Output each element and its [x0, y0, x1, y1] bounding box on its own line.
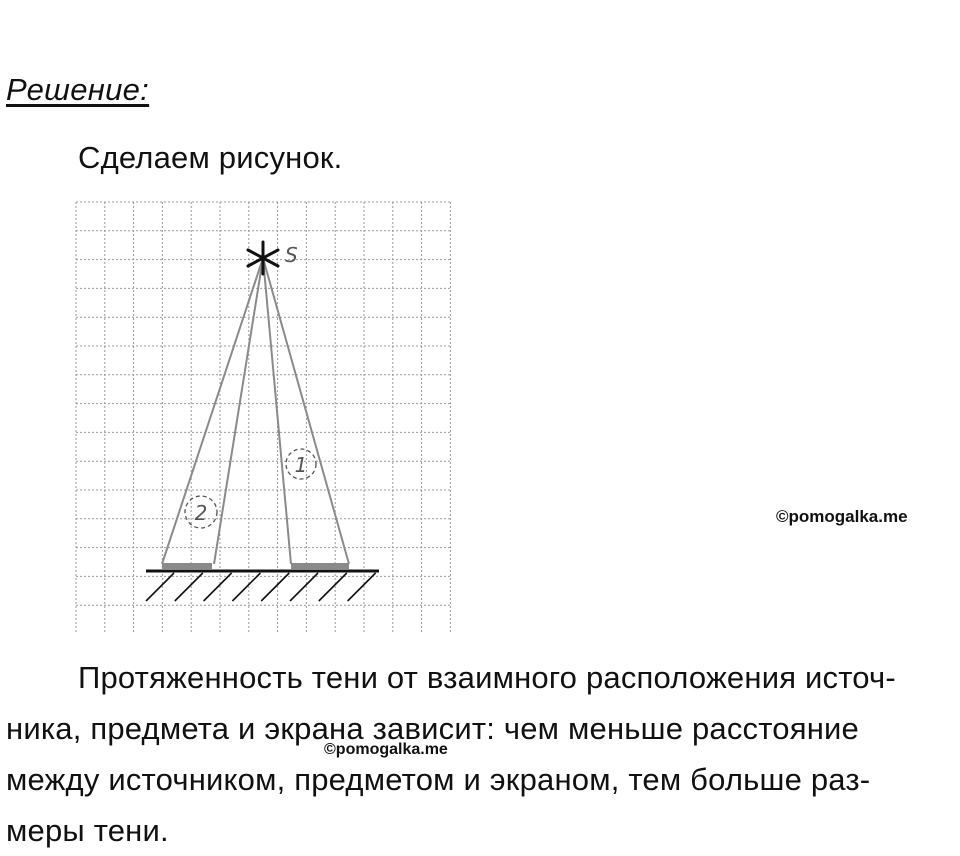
source-label: S: [285, 243, 298, 267]
hatch-line: [261, 573, 289, 601]
watermark-right: ©pomogalka.me: [776, 507, 908, 526]
hatch-line: [146, 573, 174, 601]
ray-left-outer: [162, 258, 263, 564]
ray-left-inner: [214, 258, 263, 564]
hatch-line: [319, 573, 347, 601]
screen-hatching: [146, 573, 376, 601]
ray-right-inner: [263, 258, 291, 564]
hatch-line: [290, 573, 318, 601]
light-rays: [162, 258, 349, 564]
shadow-2: [162, 563, 212, 569]
shadow-diagram: [74, 196, 452, 636]
shadow-label-1: 1: [294, 453, 308, 477]
shadow-label-2-group: [185, 496, 217, 528]
paragraph-line: ника, предмета и экрана зависит: чем меньше расстояние: [6, 711, 859, 746]
light-source-icon: [248, 242, 278, 274]
watermark-center: ©pomogalka.me: [324, 741, 448, 758]
hatch-line: [204, 573, 232, 601]
hatch-line: [232, 573, 260, 601]
shadow-label-2: 2: [194, 501, 208, 525]
paragraph-line: меры тени.: [6, 813, 169, 848]
hatch-line: [348, 573, 376, 601]
paragraph-line: Протяженность тени от взаимного расположения источ-: [78, 660, 896, 695]
paragraph-line: между источником, предметом и экраном, тем больше раз-: [6, 762, 871, 797]
explanation-paragraph: [6, 652, 954, 856]
shadow-1: [291, 563, 349, 569]
intro-text: Сделаем рисунок.: [78, 140, 343, 175]
shadow-label-1-group: [286, 449, 316, 479]
hatch-line: [175, 573, 203, 601]
solution-heading: Решение:: [6, 72, 150, 107]
